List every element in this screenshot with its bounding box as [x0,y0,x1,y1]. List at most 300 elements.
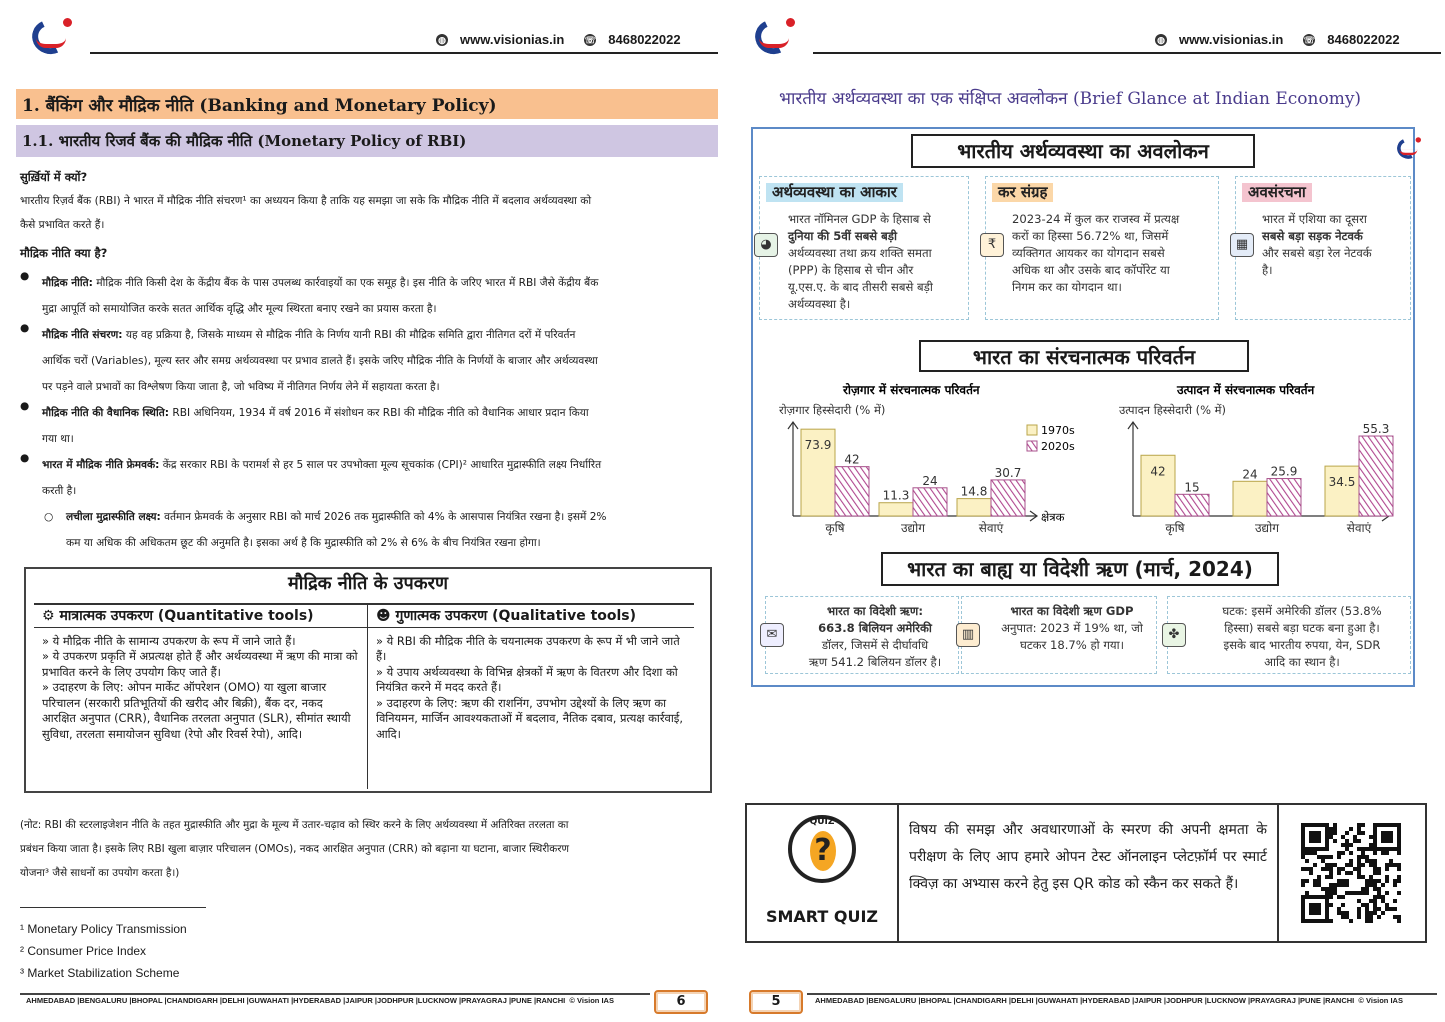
quiz-badge [747,805,899,941]
qr-module [1325,839,1329,843]
qr-module [1313,863,1317,867]
qr-module [1373,847,1377,851]
qr-module [1317,831,1321,835]
website-text[interactable]: www.visionias.in [460,32,565,47]
note-line1: (नोट: RBI की स्टरलाइजेशन नीति के तहत मुद्रास्फीति और मुद्रा के मूल्य में उतार-चढ़ाव को स्थिर करने के लिए अर्थव्यवस्था में अतिरिक्त तरलता का [20,819,569,831]
qr-module [1313,919,1317,923]
bar-1970s-1 [879,503,913,516]
globe-icon: ◍ [436,34,448,46]
bar-2020s-1 [1267,479,1301,516]
header-contact [436,32,681,47]
qr-module [1309,823,1313,827]
output-chart [1119,378,1409,542]
qr-module [1373,851,1377,855]
qr-module [1309,867,1313,871]
qr-module [1373,859,1377,863]
qr-module [1329,863,1333,867]
qr-module [1369,883,1373,887]
section-heading: 1.1. भारतीय रिजर्व बैंक की मौद्रिक नीति (Monetary Policy of RBI) [16,125,718,157]
qr-module [1341,911,1345,915]
qr-module [1337,895,1341,899]
qr-module [1341,851,1345,855]
qr-module [1373,831,1377,835]
qr-module [1385,891,1389,895]
qr-module [1349,863,1353,867]
qr-module [1325,855,1329,859]
qr-module [1365,883,1369,887]
y-axis-label: रोज़गार हिस्सेदारी (% में) [779,403,886,417]
why-heading: सुर्ख़ियों में क्यों? [20,170,88,184]
data-label: 55.3 [1362,422,1390,437]
qualitative-head: ☻ गुणात्मक उपकरण (Qualitative tools) [368,607,694,628]
header-rule [813,52,1441,54]
qr-module [1373,903,1377,907]
qr-module [1353,839,1357,843]
debt-heading: भारत का बाह्य या विदेशी ऋण (मार्च, 2024) [881,552,1279,586]
qr-module [1325,919,1329,923]
qr-module [1345,883,1349,887]
why-text-line1: भारतीय रिज़र्व बैंक (RBI) ने भारत में मौद्रिक नीति संचरण¹ का अध्ययन किया है ताकि यह समझा जा सके कि मौद्रिक नीति में बदलाव अर्थव्यवस्था को [20,195,592,207]
qr-module [1397,843,1401,847]
qr-code-image[interactable] [1301,823,1401,923]
sub-bullet-circle: ○ [44,511,54,523]
bullet4-line1: भारत में मौद्रिक नीति फ्रेमवर्क: केंद्र सरकार RBI के परामर्श से हर 5 साल पर उपभोक्ता मूल्य सूचकांक (CPI)² आधारित मुद्रास्फीति लक्ष्य निर्धारित [42,459,602,471]
qr-module [1373,911,1377,915]
card3-tag: अवसंरचना [1242,183,1312,202]
qr-module [1393,915,1397,919]
qr-module [1361,831,1365,835]
qr-module [1357,875,1361,879]
qr-module [1301,919,1305,923]
qr-module [1321,847,1325,851]
qr-module [1325,915,1329,919]
legend-swatch-2020s [1027,441,1037,451]
qr-module [1325,835,1329,839]
qr-module [1313,883,1317,887]
qr-module [1325,899,1329,903]
qr-module [1333,827,1337,831]
footer-brand: © Vision IAS [1358,996,1403,1005]
qr-module [1381,847,1385,851]
qr-module [1349,871,1353,875]
qr-module [1337,871,1341,875]
qr-module [1357,859,1361,863]
why-text-line2: कैसे प्रभावित करते हैं। [20,219,105,231]
qr-module [1301,883,1305,887]
card-tax-collection [985,176,1219,320]
qr-module [1317,919,1321,923]
qr-module [1309,903,1313,907]
qr-module [1341,879,1345,883]
qr-module [1341,915,1345,919]
qr-module [1301,839,1305,843]
qr-module [1305,879,1309,883]
website-text[interactable]: www.visionias.in [1179,32,1284,47]
qr-module [1325,843,1329,847]
phone-icon: ☏ [584,34,596,45]
qr-module [1317,835,1321,839]
data-label: 42 [1150,464,1166,479]
footnote-rule [20,907,206,908]
qr-module [1301,835,1305,839]
qr-module [1325,827,1329,831]
data-label: 25.9 [1270,464,1298,479]
footnotes [20,918,187,984]
qr-module [1397,839,1401,843]
qr-module [1361,823,1365,827]
qr-module [1301,843,1305,847]
qr-module [1373,907,1377,911]
qr-module [1317,879,1321,883]
qr-module [1385,847,1389,851]
qr-module [1313,911,1317,915]
what-heading: मौद्रिक नीति क्या है? [20,246,108,260]
qr-module [1313,895,1317,899]
qr-module [1385,823,1389,827]
data-label: 34.5 [1328,475,1356,490]
qr-module [1377,871,1381,875]
qr-module [1309,831,1313,835]
qr-module [1301,895,1305,899]
qr-module [1397,891,1401,895]
qr-module [1345,915,1349,919]
qr-module [1309,871,1313,875]
bullet3-line1: मौद्रिक नीति की वैधानिक स्थिति: RBI अधिनियम, 1934 में वर्ष 2016 में संशोधन कर RBI की मौद्रिक नीति को वैधानिक आधार प्रदान किया [42,407,589,419]
qr-module [1373,883,1377,887]
qr-module [1317,907,1321,911]
qr-module [1389,863,1393,867]
qr-module [1369,879,1373,883]
category-label: सेवाएं [1346,521,1372,535]
qr-module [1381,839,1385,843]
qr-module [1393,879,1397,883]
legend-label-1970s: 1970s [1041,424,1075,437]
qr-module [1369,843,1373,847]
qr-module [1393,883,1397,887]
qr-module [1309,911,1313,915]
qr-module [1317,875,1321,879]
qr-module [1381,851,1385,855]
qr-module [1309,851,1313,855]
qr-module [1341,895,1345,899]
qr-module [1357,831,1361,835]
phone-text: 8468022022 [608,32,681,47]
qr-module [1329,887,1333,891]
qr-module [1361,855,1365,859]
legend-label-2020s: 2020s [1041,440,1075,453]
qr-module [1389,823,1393,827]
qr-module [1313,879,1317,883]
qr-module [1369,863,1373,867]
qr-module [1373,871,1377,875]
people-icon: ☻ [376,608,396,624]
qr-module [1333,863,1337,867]
qual-point-3: » उदाहरण के लिए: ऋण की राशनिंग, उपभोग उद्देश्यों के लिए ऋण का विनियमन, मार्जिन आवश्यकताओं में बदलाव, नैतिक दबाव, प्रत्यक्ष कार्रवाई, आदि। [376,695,683,741]
qr-module [1357,891,1361,895]
qr-module [1313,851,1317,855]
qr-module [1373,863,1377,867]
qr-module [1329,855,1333,859]
qr-module [1309,907,1313,911]
qr-module [1321,887,1325,891]
category-label: सेवाएं [978,521,1004,535]
qr-module [1345,863,1349,867]
qr-module [1385,903,1389,907]
qr-module [1317,883,1321,887]
qr-module [1365,911,1369,915]
qr-module [1385,851,1389,855]
quantitative-head: ⚙ मात्रात्मक उपकरण (Quantitative tools) [34,607,367,628]
qr-module [1389,859,1393,863]
debt-document-icon: ✉ [760,623,784,647]
qr-module [1301,915,1305,919]
qr-module [1321,859,1325,863]
qr-module [1377,915,1381,919]
globe-growth-icon: ◕ [754,233,778,257]
qr-module [1373,823,1377,827]
qr-module [1357,827,1361,831]
qr-module [1397,867,1401,871]
qr-module [1325,887,1329,891]
qr-module [1369,899,1373,903]
data-label: 15 [1184,480,1200,495]
bar-1970s-2 [1325,466,1359,516]
smart-quiz-box [745,803,1427,943]
qr-module [1309,895,1313,899]
qr-module [1309,847,1313,851]
data-label: 24 [1242,467,1258,482]
qr-module [1361,887,1365,891]
qr-module [1397,827,1401,831]
qr-module [1357,823,1361,827]
qr-module [1301,911,1305,915]
qr-module [1325,847,1329,851]
qr-module [1377,895,1381,899]
qr-module [1357,847,1361,851]
qr-module [1313,839,1317,843]
qr-module [1313,847,1317,851]
qr-module [1329,919,1333,923]
bullet4-line2: करती है। [42,485,77,497]
qr-module [1385,879,1389,883]
qr-module [1309,835,1313,839]
qr-module [1381,899,1385,903]
qr-module [1381,835,1385,839]
qr-module [1345,839,1349,843]
footer-rule [20,993,650,995]
qr-module [1385,835,1389,839]
qual-point-2: » ये उपाय अर्थव्यवस्था के विभिन्न क्षेत्रकों में ऋण के वितरण और दिशा को नियंत्रित करने में मदद करते हैं। [376,664,678,694]
bullet3-line2: गया था। [42,433,74,445]
qr-module [1365,887,1369,891]
qr-module [1393,863,1397,867]
qr-module [1345,911,1349,915]
qr-module [1333,887,1337,891]
qr-module [1373,887,1377,891]
data-label: 42 [844,452,860,467]
qr-module [1317,823,1321,827]
qr-module [1317,895,1321,899]
qr-module [1337,883,1341,887]
qr-module [1305,851,1309,855]
vision-logo [753,16,797,56]
qr-module [1377,907,1381,911]
qr-module [1357,915,1361,919]
qr-module [1325,907,1329,911]
qr-module [1317,839,1321,843]
qr-module [1345,847,1349,851]
qr-module [1309,919,1313,923]
qr-module [1301,903,1305,907]
qr-module [1341,903,1345,907]
qr-module [1381,883,1385,887]
qr-module [1333,891,1337,895]
qr-module [1373,899,1377,903]
bullet-dot: ● [20,452,30,464]
card-infrastructure [1235,176,1411,320]
qr-module [1377,867,1381,871]
qr-module [1341,867,1345,871]
qr-module [1325,867,1329,871]
qr-module [1397,915,1401,919]
note-line2: प्रबंधन किया जाता है। इसके लिए RBI खुला बाज़ार परिचालन (OMOs), नकद आरक्षित अनुपात (CRR) को बढ़ाना या घटाना, बाजार स्थिरीकरण [20,843,570,855]
qr-module [1301,867,1305,871]
qualitative-tools [368,603,694,789]
data-label: 73.9 [804,438,832,453]
qr-module [1357,855,1361,859]
building-icon: ▦ [1230,233,1254,257]
overview-heading: भारतीय अर्थव्यवस्था का अवलोकन [911,134,1255,168]
employment-chart [779,378,1079,542]
sub-bullet-line2: कम या अधिक की अधिकतम छूट की अनुमति है। इसका अर्थ है कि मुद्रास्फीति को 2% से 6% के बीच नियंत्रित रखना होगा। [66,537,541,549]
qr-module [1373,867,1377,871]
card1-body: भारत नॉमिनल GDP के हिसाब से दुनिया की 5वीं सबसे बड़ी अर्थव्यवस्था तथा क्रय शक्ति समता (PPP) के हिसाब से चीन और यू.एस.ए. के बाद तीसरी सबसे बड़ी अर्थव्यवस्था है। [788,212,933,311]
qr-module [1341,883,1345,887]
qr-module [1337,851,1341,855]
qr-module [1361,851,1365,855]
qr-module [1325,891,1329,895]
qr-module [1393,823,1397,827]
qr-module [1385,839,1389,843]
footnote-2: ² Consumer Price Index [20,944,147,958]
qr-module [1329,883,1333,887]
qr-module [1377,879,1381,883]
qr-module [1365,847,1369,851]
qr-module [1365,891,1369,895]
debt-card-ratio: ▥ भारत का विदेशी ऋण GDP अनुपात: 2023 में 19% था, जो घटकर 18.7% हो गया। [961,596,1157,674]
qr-module [1321,867,1325,871]
qr-module [1329,827,1333,831]
structural-heading: भारत का संरचनात्मक परिवर्तन [919,340,1249,372]
footer-brand: © Vision IAS [569,996,614,1005]
data-label: 14.8 [960,484,988,499]
qr-module [1337,867,1341,871]
phone-text: 8468022022 [1327,32,1400,47]
qr-code[interactable] [1277,805,1427,941]
page-number: 5 [749,990,803,1014]
data-label: 11.3 [882,488,910,503]
qr-module [1349,851,1353,855]
qr-module [1301,851,1305,855]
qr-module [1385,831,1389,835]
globe-icon: ◍ [1155,34,1167,46]
tax-icon: ₹ [980,233,1004,257]
quant-point-1: » ये मौद्रिक नीति के सामान्य उपकरण के रूप में जाने जाते हैं। [42,633,296,648]
bar-chart-icon: ▥ [956,623,980,647]
qr-module [1373,843,1377,847]
qr-module [1325,863,1329,867]
qr-module [1349,891,1353,895]
card3-body: भारत में एशिया का दूसरा सबसे बड़ा सड़क नेटवर्क और सबसे बड़ा रेल नेटवर्क है। [1262,212,1372,277]
qr-module [1353,867,1357,871]
qr-module [1369,835,1373,839]
quiz-question-icon: QUIZ ? [788,815,856,883]
qr-module [1313,907,1317,911]
bullet2-line1: मौद्रिक नीति संचरण: यह वह प्रक्रिया है, जिसके माध्यम से मौद्रिक नीति के निर्णय यानी RBI की मौद्रिक समिति द्वारा नीतिगत दरों में परिवर्तन [42,329,576,341]
qr-module [1369,915,1373,919]
qr-module [1365,903,1369,907]
qr-module [1337,907,1341,911]
qr-module [1381,823,1385,827]
card1-tag: अर्थव्यवस्था का आकार [766,183,903,202]
qr-module [1365,919,1369,923]
qr-module [1301,879,1305,883]
bullet-dot: ● [20,270,30,282]
qr-module [1329,903,1333,907]
phone-icon: ☏ [1303,34,1315,45]
qr-module [1369,859,1373,863]
qr-module [1389,835,1393,839]
qr-module [1385,875,1389,879]
debt-card-total: ✉ भारत का विदेशी ऋण: 663.8 बिलियन अमेरिकी डॉलर, जिसमें से दीर्घावधि ऋण 541.2 बिलियन डॉलर है। [765,596,959,674]
qr-module [1305,867,1309,871]
qr-module [1357,899,1361,903]
qr-module [1381,831,1385,835]
qr-module [1321,855,1325,859]
legend-swatch-1970s [1027,425,1037,435]
qr-module [1313,903,1317,907]
quant-point-2: » ये उपकरण प्रकृति में अप्रत्यक्ष होते हैं और अर्थव्यवस्था में ऋण की मात्रा को प्रभावित करने के लिए उपयोग किए जाते हैं। [42,649,358,679]
qr-module [1305,895,1309,899]
chart-title: उत्पादन में संरचनात्मक परिवर्तन [1177,383,1315,397]
qr-module [1349,843,1353,847]
puzzle-icon: ✤ [1162,623,1186,647]
qr-module [1305,823,1309,827]
qr-module [1377,887,1381,891]
qr-module [1397,879,1401,883]
qr-module [1337,911,1341,915]
qr-module [1393,899,1397,903]
qr-module [1317,855,1321,859]
infographic-title: भारतीय अर्थव्यवस्था का एक संक्षिप्त अवलोकन (Brief Glance at Indian Economy) [779,89,1362,109]
qr-module [1325,903,1329,907]
qr-module [1305,847,1309,851]
qr-module [1305,859,1309,863]
qr-module [1329,895,1333,899]
qr-module [1333,883,1337,887]
qr-module [1345,843,1349,847]
qr-module [1361,903,1365,907]
qr-module [1373,839,1377,843]
bullet1-line2: मुद्रा आपूर्ति को समायोजित करके सतत आर्थिक वृद्धि और मूल्य स्थिरता बनाए रखने का प्रयास करता है। [42,303,437,315]
qr-module [1349,859,1353,863]
qr-module [1317,911,1321,915]
qr-module [1397,831,1401,835]
bar-2020s-0 [1175,494,1209,516]
qr-module [1309,839,1313,843]
qr-module [1305,919,1309,923]
qr-module [1345,871,1349,875]
